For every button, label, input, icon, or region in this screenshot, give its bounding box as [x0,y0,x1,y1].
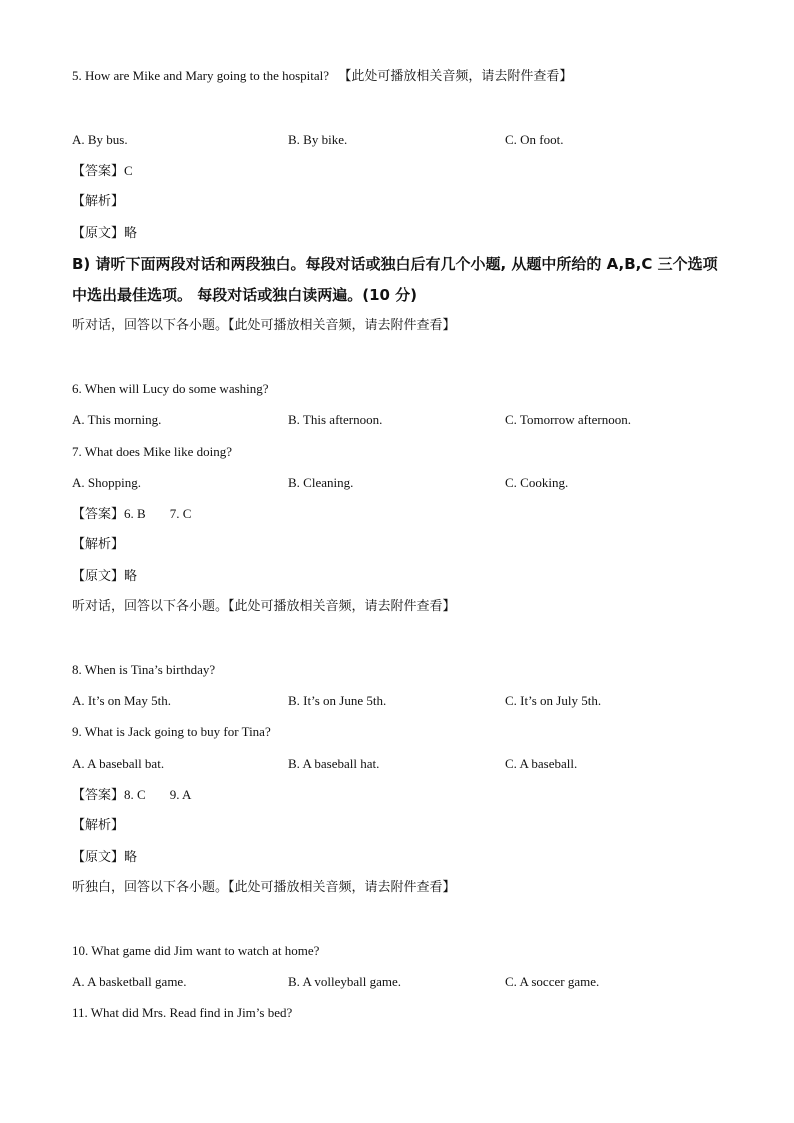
option-b: B. A volleyball game. [288,974,402,989]
answer-label: 【答案】 [72,788,125,803]
question-7: 7. What does Mike like doing? [72,444,233,459]
original-row [72,568,137,585]
original-row [72,849,137,866]
original-row [72,225,137,242]
answer-value-2: 9. A [169,787,192,802]
analysis-label: 【解析】 [72,194,125,209]
answer-value-2: 7. C [169,506,192,521]
answer-label: 【答案】 [72,164,125,179]
question-6: 6. When will Lucy do some washing? [72,381,269,396]
answer-value-1: 8. C [124,787,146,802]
option-b: B. This afternoon. [288,412,383,427]
dialog-1-intro[interactable]: 听对话，回答以下各小题。【此处可播放相关音频，请去附件查看】 [72,318,456,333]
option-c: C. It’s on July 5th. [505,693,602,708]
monologue-1-intro[interactable]: 听独白，回答以下各小题。【此处可播放相关音频，请去附件查看】 [72,880,456,895]
analysis-label: 【解析】 [72,818,125,833]
question-5 [72,68,572,85]
original-value: 略 [124,850,138,865]
dialog-2-intro[interactable]: 听对话，回答以下各小题。【此处可播放相关音频，请去附件查看】 [72,599,456,614]
original-value: 略 [124,226,138,241]
answer-label: 【答案】 [72,507,125,522]
option-c: C. Cooking. [505,475,569,490]
question-8: 8. When is Tina’s birthday? [72,662,216,677]
option-a: A. This morning. [72,412,162,427]
original-label: 【原文】 [72,226,125,241]
option-b: B. By bike. [288,132,348,147]
answer-row [72,787,191,804]
question-11: 11. What did Mrs. Read find in Jim’s bed? [72,1005,293,1020]
option-a: A. It’s on May 5th. [72,693,171,708]
option-b: B. Cleaning. [288,475,354,490]
option-a: A. Shopping. [72,475,141,490]
original-value: 略 [124,569,138,584]
option-c: C. Tomorrow afternoon. [505,412,631,427]
answer-row [72,163,133,180]
answer-value: C [124,163,133,178]
option-b: B. A baseball hat. [288,756,380,771]
option-b: B. It’s on June 5th. [288,693,387,708]
option-a: A. By bus. [72,132,128,147]
question-text: 5. How are Mike and Mary going to the hospital? [72,68,330,83]
audio-note[interactable]: 【此处可播放相关音频，请去附件查看】 [338,69,573,84]
original-label: 【原文】 [72,569,125,584]
answer-value-1: 6. B [124,506,146,521]
question-10: 10. What game did Jim want to watch at home? [72,943,320,958]
original-label: 【原文】 [72,850,125,865]
section-b-heading: B) 请听下面两段对话和两段独白。每段对话或独白后有几个小题, 从题中所给的 A,B,C 三个选项中选出最佳选项。 每段对话或独白读两遍。(10 分) [72,255,718,304]
analysis-label: 【解析】 [72,537,125,552]
option-c: C. On foot. [505,132,564,147]
option-c: C. A baseball. [505,756,578,771]
option-c: C. A soccer game. [505,974,600,989]
question-9: 9. What is Jack going to buy for Tina? [72,724,271,739]
option-a: A. A baseball bat. [72,756,165,771]
answer-row [72,506,191,523]
option-a: A. A basketball game. [72,974,187,989]
